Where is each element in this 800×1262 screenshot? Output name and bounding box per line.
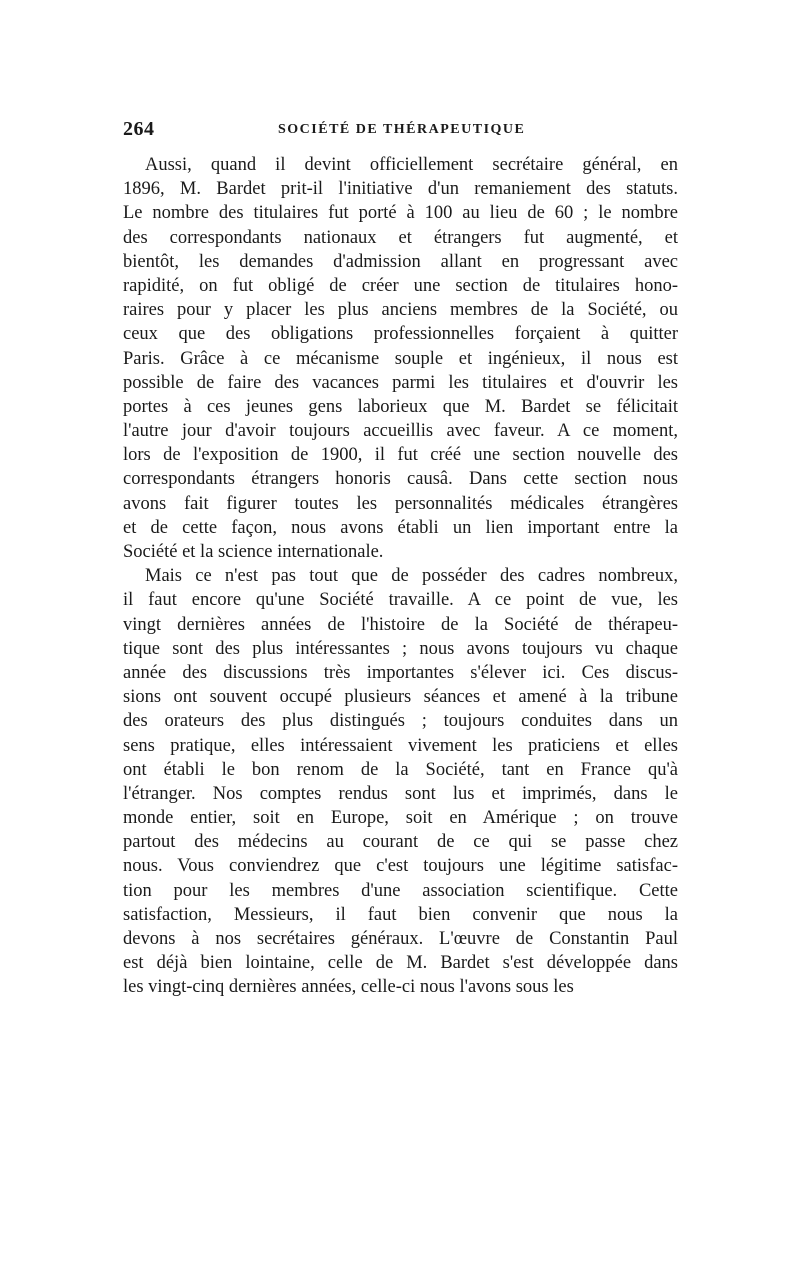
text-line: des correspondants nationaux et étrangers fut augmenté, et xyxy=(123,227,678,248)
text-line: est déjà bien lointaine, celle de M. Bardet s'est développée dans xyxy=(123,953,678,974)
text-line: ceux que des obligations professionnelles forçaient à quitter xyxy=(123,324,678,345)
text-line: partout des médecins au courant de ce qui se passe chez xyxy=(123,832,678,853)
text-line: devons à nos secrétaires généraux. L'œuvre de Constantin Paul xyxy=(123,929,678,949)
text-line: monde entier, soit en Europe, soit en Amérique ; on trouve xyxy=(123,808,678,829)
text-line: 1896, M. Bardet prit-il l'initiative d'un remaniement des statuts. xyxy=(123,179,678,200)
text-line: vingt dernières années de l'histoire de la Société de thérapeu- xyxy=(123,614,678,635)
text-line: ont établi le bon renom de la Société, tant en France qu'à xyxy=(123,759,678,780)
text-line: possible de faire des vacances parmi les titulaires et d'ouvrir les xyxy=(123,372,678,393)
text-line: raires pour y placer les plus anciens membres de la Société, ou xyxy=(123,300,678,321)
text-line: Paris. Grâce à ce mécanisme souple et ingénieux, il nous est xyxy=(123,348,678,369)
text-line: sens pratique, elles intéressaient vivement les praticiens et elles xyxy=(123,735,678,756)
text-line: des orateurs des plus distingués ; toujours conduites dans un xyxy=(123,711,678,732)
text-line: avons fait figurer toutes les personnalités médicales étrangères xyxy=(123,493,678,514)
paragraph xyxy=(123,564,678,999)
page-number: 264 xyxy=(123,118,155,140)
text-line: et de cette façon, nous avons établi un lien important entre la xyxy=(123,517,678,538)
text-line: Mais ce n'est pas tout que de posséder des cadres nombreux, xyxy=(145,566,678,587)
text-line: bientôt, les demandes d'admission allant en progressant avec xyxy=(123,251,678,272)
text-line: Société et la science internationale. xyxy=(123,542,384,562)
text-line: rapidité, on fut obligé de créer une section de titulaires hono- xyxy=(123,275,678,296)
text-line: Aussi, quand il devint officiellement secrétaire général, en xyxy=(145,155,678,175)
text-line: l'étranger. Nos comptes rendus sont lus et imprimés, dans le xyxy=(123,783,678,804)
text-line: nous. Vous conviendrez que c'est toujours une légitime satisfac- xyxy=(123,856,678,877)
text-line: Le nombre des titulaires fut porté à 100 au lieu de 60 ; le nombre xyxy=(123,203,678,224)
text-line: les vingt-cinq dernières années, celle-ci nous l'avons sous les xyxy=(123,977,574,998)
text-line: lors de l'exposition de 1900, il fut créé une section nouvelle des xyxy=(123,445,678,466)
text-line: portes à ces jeunes gens laborieux que M. Bardet se félicitait xyxy=(123,396,678,417)
text-line: l'autre jour d'avoir toujours accueillis avec faveur. A ce moment, xyxy=(123,421,678,442)
text-line: satisfaction, Messieurs, il faut bien convenir que nous la xyxy=(123,904,678,925)
text-line: il faut encore qu'une Société travaille. A ce point de vue, les xyxy=(123,590,678,611)
text-line: tique sont des plus intéressantes ; nous avons toujours vu chaque xyxy=(123,638,678,659)
page-header xyxy=(123,118,678,146)
paragraph xyxy=(123,153,678,564)
body-text xyxy=(123,153,678,1000)
running-title: SOCIÉTÉ DE THÉRAPEUTIQUE xyxy=(278,122,526,137)
text-line: sions ont souvent occupé plusieurs séances et amené à la tribune xyxy=(123,687,678,708)
text-line: année des discussions très importantes s'élever ici. Ces discus- xyxy=(123,662,678,683)
text-line: correspondants étrangers honoris causâ. Dans cette section nous xyxy=(123,469,678,490)
text-line: tion pour les membres d'une association scientifique. Cette xyxy=(123,880,678,901)
